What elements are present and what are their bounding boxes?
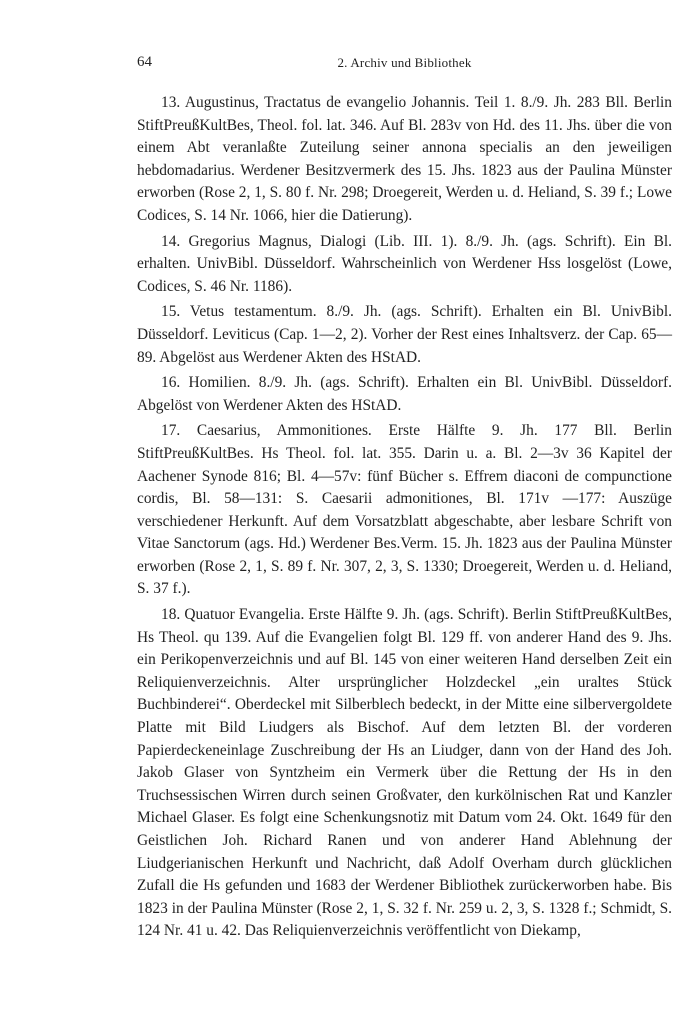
catalog-entries <box>137 92 672 943</box>
catalog-entry-18: 18. Quatuor Evangelia. Erste Hälfte 9. Jh. (ags. Schrift). Berlin StiftPreußKultBes, Hs Theol. qu 139. Auf die Evangelien folgt Bl. 129 ff. von anderer Hand des 9. Jhs. ein Perikopenverzeichnis und auf Bl. 145 von einer weiteren Hand derselben Zeit ein Reliquienverzeichnis. Alter ursprünglicher Holzdeckel „ein uraltes Stück Buchbinderei“. Oberdeckel mit Silberblech bedeckt, in der Mitte eine silbervergoldete Platte mit Bild Liudgers als Bischof. Auf dem letzten Bl. der vorderen Papierdeckeneinlage Zuschreibung der Hs an Liudger, dann von der Hand des Joh. Jakob Glaser von Syntzheim ein Vermerk über die Rettung der Hs in den Truchsessischen Wirren durch seinen Großvater, den kurkölnischen Rat und Kanzler Michael Glaser. Es folgt eine Schenkungsnotiz mit Datum vom 24. Okt. 1649 für den Geistlichen Joh. Richard Ranen und von anderer Hand Ablehnung der Liudgerianischen Herkunft und Nachricht, daß Adolf Overham durch glücklichen Zufall die Hs gefunden und 1683 der Werdener Bibliothek zurückerworben habe. Bis 1823 in der Paulina Münster (Rose 2, 1, S. 32 f. Nr. 259 u. 2, 3, S. 1328 f.; Schmidt, S. 124 Nr. 41 u. 42. Das Reliquienverzeichnis veröffentlicht von Diekamp, <box>137 606 672 940</box>
catalog-entry-16: 16. Homilien. 8./9. Jh. (ags. Schrift). Erhalten ein Bl. UnivBibl. Düsseldorf. Abgelöst von Werdener Akten des HStAD. <box>137 374 672 414</box>
catalog-entry-14: 14. Gregorius Magnus, Dialogi (Lib. III. 1). 8./9. Jh. (ags. Schrift). Ein Bl. erhalten. UnivBibl. Düsseldorf. Wahrscheinlich von Werdener Hss losgelöst (Lowe, Codices, S. 46 Nr. 1186). <box>137 232 672 295</box>
page-number: 64 <box>137 54 152 70</box>
catalog-entry-15: 15. Vetus testamentum. 8./9. Jh. (ags. Schrift). Erhalten ein Bl. UnivBibl. Düsseldorf. Leviticus (Cap. 1—2, 2). Vorher der Rest eines Inhaltsverz. der Cap. 65—89. Abgelöst aus Werdener Akten des HStAD. <box>137 303 672 366</box>
book-page <box>137 54 672 946</box>
catalog-entry-17: 17. Caesarius, Ammonitiones. Erste Hälfte 9. Jh. 177 Bll. Berlin StiftPreußKultBes. Hs Theol. fol. lat. 355. Darin u. a. Bl. 2—3v 36 Kapitel der Aachener Synode 816; Bl. 4—57v: fünf Bücher s. Effrem diaconi de compunctione cordis, Bl. 58—131: S. Caesarii admonitiones, Bl. 171v —177: Auszüge verschiedener Herkunft. Auf dem Vorsatzblatt abgeschabte, aber lesbare Schrift von Vitae Sanctorum (ags. Hd.) Werdener Bes.Verm. 15. Jh. 1823 aus der Paulina Münster erworben (Rose 2, 1, S. 89 f. Nr. 307, 2, 3, S. 1330; Droegereit, Werden u. d. Heliand, S. 37 f.). <box>137 422 672 598</box>
page-header <box>137 54 672 78</box>
catalog-entry-13: 13. Augustinus, Tractatus de evangelio Johannis. Teil 1. 8./9. Jh. 283 Bll. Berlin StiftPreußKultBes, Theol. fol. lat. 346. Auf Bl. 283v von Hd. des 11. Jhs. über die von einem Abt veranlaßte Zuteilung seiner annona specialis an den jeweiligen hebdomadarius. Werdener Besitzvermerk des 15. Jhs. 1823 aus der Paulina Münster erworben (Rose 2, 1, S. 80 f. Nr. 298; Droegereit, Werden u. d. Heliand, S. 39 f.; Lowe Codices, S. 14 Nr. 1066, hier die Datierung). <box>137 94 672 224</box>
running-title: 2. Archiv und Bibliothek <box>337 55 472 70</box>
